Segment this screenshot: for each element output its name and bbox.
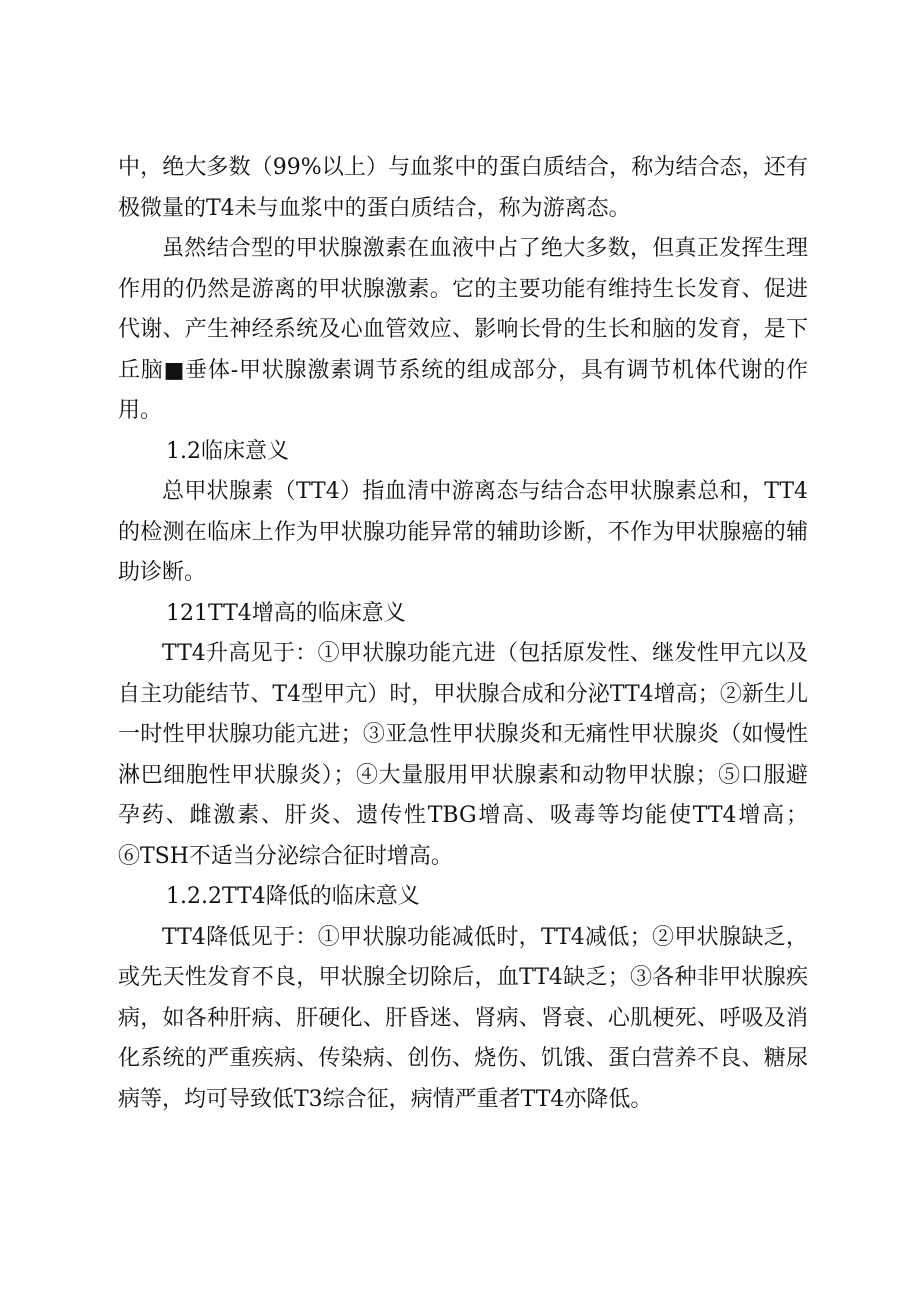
paragraph-binding-state: 中，绝大多数（99%以上）与血浆中的蛋白质结合，称为结合态，还有极微量的T4未与血浆中的蛋白质结合，称为游离态。 [118, 155, 808, 221]
section-heading-clinical-significance: 1.2临床意义 [166, 438, 289, 464]
paragraph-tt4-increase-causes: TT4升高见于：①甲状腺功能亢进（包括原发性、继发性甲亢以及自主功能结节、T4型甲亢）时，甲状腺合成和分泌TT4增高；②新生儿一时性甲状腺功能亢进；③亚急性甲状腺炎和无痛性甲状腺炎（如慢性淋巴细胞性甲状腺炎）；④大量服用甲状腺素和动物甲状腺；⑤口服避孕药、雌激素、肝炎、遗传性TBG增高、吸毒等均能使TT4增高；⑥TSH不适当分泌综合征时增高。 [118, 641, 808, 869]
section-heading-tt4-increase: 121TT4增高的临床意义 [166, 600, 406, 626]
section-heading-tt4-decrease: 1.2.2TT4降低的临床意义 [166, 884, 420, 909]
paragraph-free-hormone-function: 虽然结合型的甲状腺激素在血液中占了绝大多数，但真正发挥生理作用的仍然是游离的甲状腺激素。它的主要功能有维持生长发育、促进代谢、产生神经系统及心血管效应、影响长骨的生长和脑的发育，是下丘脑■垂体-甲状腺激素调节系统的组成部分，具有调节机体代谢的作用。 [118, 236, 808, 423]
document-body [118, 148, 808, 1120]
paragraph-tt4-definition: 总甲状腺素（TT4）指血清中游离态与结合态甲状腺素总和，TT4的检测在临床上作为甲状腺功能异常的辅助诊断，不作为甲状腺癌的辅助诊断。 [118, 479, 808, 585]
paragraph-tt4-decrease-causes: TT4降低见于：①甲状腺功能减低时，TT4减低；②甲状腺缺乏，或先天性发育不良，甲状腺全切除后，血TT4缺乏；③各种非甲状腺疾病，如各种肝病、肝硬化、肝昏迷、肾病、肾衰、心肌梗死、呼吸及消化系统的严重疾病、传染病、创伤、烧伤、饥饿、蛋白营养不良、糖尿病等，均可导致低T3综合征，病情严重者TT4亦降低。 [118, 924, 808, 1112]
